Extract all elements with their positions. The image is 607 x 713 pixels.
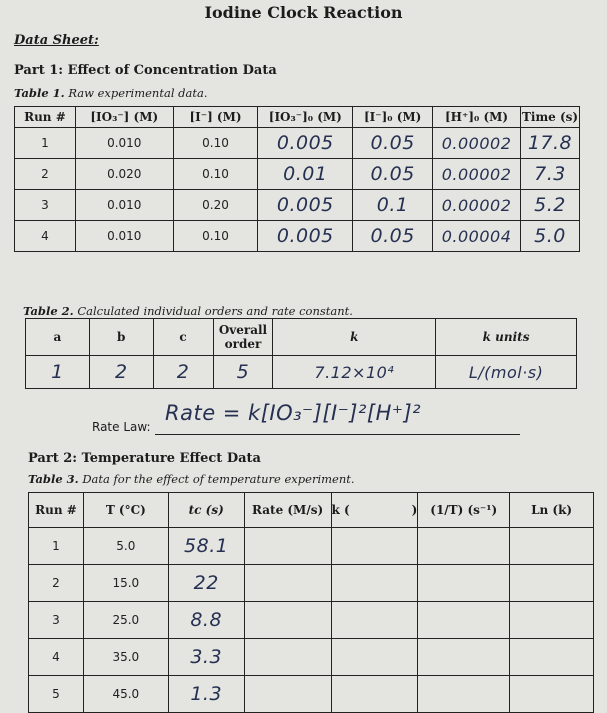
table-row (29, 639, 594, 676)
part1-heading: Part 1: Effect of Concentration Data (14, 63, 277, 78)
table2-header-row (26, 319, 577, 356)
k-cell[interactable] (331, 565, 418, 602)
table3-caption-label: Table 3. (28, 472, 79, 486)
table1-header: [I⁻]₀ (M) (353, 107, 433, 128)
table-row (15, 128, 580, 159)
table3-header: Rate (M/s) (244, 493, 331, 528)
k-cell[interactable] (331, 639, 418, 676)
table2-caption-label: Table 2. (23, 304, 74, 318)
i-cell: 0.10 (173, 159, 258, 190)
overall-order-cell: 5 (213, 356, 273, 389)
i-cell: 0.20 (173, 190, 258, 221)
ln-k-cell[interactable] (510, 676, 594, 713)
table-row (29, 676, 594, 713)
run-cell: 2 (29, 565, 84, 602)
io3-cell: 0.010 (75, 128, 173, 159)
rate-cell[interactable] (244, 602, 331, 639)
inverse-t-cell[interactable] (418, 602, 510, 639)
table3-caption (28, 472, 355, 486)
table2-caption (23, 304, 353, 318)
table3-caption-text: Data for the effect of temperature experiment. (82, 472, 355, 486)
io3-initial-cell: 0.005 (258, 190, 353, 221)
part2-heading: Part 2: Temperature Effect Data (28, 451, 261, 466)
page-title: Iodine Clock Reaction (204, 3, 403, 22)
rate-cell[interactable] (244, 639, 331, 676)
temp-cell: 25.0 (83, 602, 168, 639)
table1-header: [H⁺]₀ (M) (433, 107, 521, 128)
ln-k-cell[interactable] (510, 602, 594, 639)
run-cell: 4 (15, 221, 76, 252)
ln-k-cell[interactable] (510, 528, 594, 565)
ln-k-cell[interactable] (510, 565, 594, 602)
order-a-cell: 1 (26, 356, 90, 389)
temp-cell: 45.0 (83, 676, 168, 713)
table2-header: k (273, 319, 436, 356)
order-c-cell: 2 (153, 356, 213, 389)
table1-header: [I⁻] (M) (173, 107, 258, 128)
table-row (29, 565, 594, 602)
order-b-cell: 2 (89, 356, 153, 389)
table2-caption-text: Calculated individual orders and rate constant. (77, 304, 353, 318)
time-cell: 7.3 (521, 159, 580, 190)
io3-initial-cell: 0.005 (258, 128, 353, 159)
io3-initial-cell: 0.01 (258, 159, 353, 190)
time-cell: 17.8 (521, 128, 580, 159)
table-row (29, 528, 594, 565)
run-cell: 1 (15, 128, 76, 159)
table1-header-row (15, 107, 580, 128)
table1-header: [IO₃⁻] (M) (75, 107, 173, 128)
table1-raw-data (14, 106, 580, 252)
i-cell: 0.10 (173, 221, 258, 252)
io3-cell: 0.010 (75, 221, 173, 252)
rate-law-underline (155, 434, 520, 435)
tc-cell: 22 (168, 565, 244, 602)
tc-cell: 58.1 (168, 528, 244, 565)
rate-cell[interactable] (244, 565, 331, 602)
io3-cell: 0.020 (75, 159, 173, 190)
inverse-t-cell[interactable] (418, 639, 510, 676)
table3-header: tc (s) (168, 493, 244, 528)
table3-header: k ( (331, 493, 373, 528)
tc-cell: 3.3 (168, 639, 244, 676)
table3-header: ) (373, 493, 418, 528)
table2-orders (25, 318, 577, 389)
table-row (15, 221, 580, 252)
h-initial-cell: 0.00002 (433, 190, 521, 221)
tc-cell: 8.8 (168, 602, 244, 639)
run-cell: 1 (29, 528, 84, 565)
k-cell[interactable] (331, 676, 418, 713)
run-cell: 3 (29, 602, 84, 639)
temp-cell: 35.0 (83, 639, 168, 676)
inverse-t-cell[interactable] (418, 676, 510, 713)
table3-temperature (28, 492, 594, 713)
table-row (15, 159, 580, 190)
table3-header-row (29, 493, 594, 528)
temp-cell: 15.0 (83, 565, 168, 602)
table2-header: a (26, 319, 90, 356)
i-cell: 0.10 (173, 128, 258, 159)
rate-cell[interactable] (244, 528, 331, 565)
i-initial-cell: 0.05 (353, 221, 433, 252)
rate-law-value: Rate = k[IO₃⁻][I⁻]²[H⁺]² (165, 401, 422, 425)
table3-header: T (°C) (83, 493, 168, 528)
table1-header: Time (s) (521, 107, 580, 128)
table2-header: c (153, 319, 213, 356)
k-cell: 7.12×10⁴ (273, 356, 436, 389)
k-cell[interactable] (331, 528, 418, 565)
io3-cell: 0.010 (75, 190, 173, 221)
h-initial-cell: 0.00002 (433, 159, 521, 190)
table2-header: Overall order (213, 319, 273, 356)
table3-header: Run # (29, 493, 84, 528)
table2-header: b (89, 319, 153, 356)
table1-caption-label: Table 1. (14, 86, 65, 100)
run-cell: 3 (15, 190, 76, 221)
table2-header: k units (436, 319, 577, 356)
time-cell: 5.0 (521, 221, 580, 252)
rate-law-label: Rate Law: (92, 420, 151, 434)
table3-header: (1/T) (s⁻¹) (418, 493, 510, 528)
rate-cell[interactable] (244, 676, 331, 713)
i-initial-cell: 0.05 (353, 159, 433, 190)
table-row (26, 356, 577, 389)
k-cell[interactable] (331, 602, 418, 639)
data-sheet-label: Data Sheet: (14, 33, 99, 48)
table1-header: Run # (15, 107, 76, 128)
temp-cell: 5.0 (83, 528, 168, 565)
inverse-t-cell[interactable] (418, 565, 510, 602)
i-initial-cell: 0.1 (353, 190, 433, 221)
run-cell: 4 (29, 639, 84, 676)
table1-caption-text: Raw experimental data. (68, 86, 208, 100)
table1-caption (14, 86, 208, 100)
h-initial-cell: 0.00002 (433, 128, 521, 159)
table3-header: Ln (k) (510, 493, 594, 528)
ln-k-cell[interactable] (510, 639, 594, 676)
i-initial-cell: 0.05 (353, 128, 433, 159)
table1-header: [IO₃⁻]₀ (M) (258, 107, 353, 128)
run-cell: 5 (29, 676, 84, 713)
tc-cell: 1.3 (168, 676, 244, 713)
table-row (29, 602, 594, 639)
io3-initial-cell: 0.005 (258, 221, 353, 252)
h-initial-cell: 0.00004 (433, 221, 521, 252)
inverse-t-cell[interactable] (418, 528, 510, 565)
k-units-cell: L/(mol·s) (436, 356, 577, 389)
time-cell: 5.2 (521, 190, 580, 221)
run-cell: 2 (15, 159, 76, 190)
table-row (15, 190, 580, 221)
